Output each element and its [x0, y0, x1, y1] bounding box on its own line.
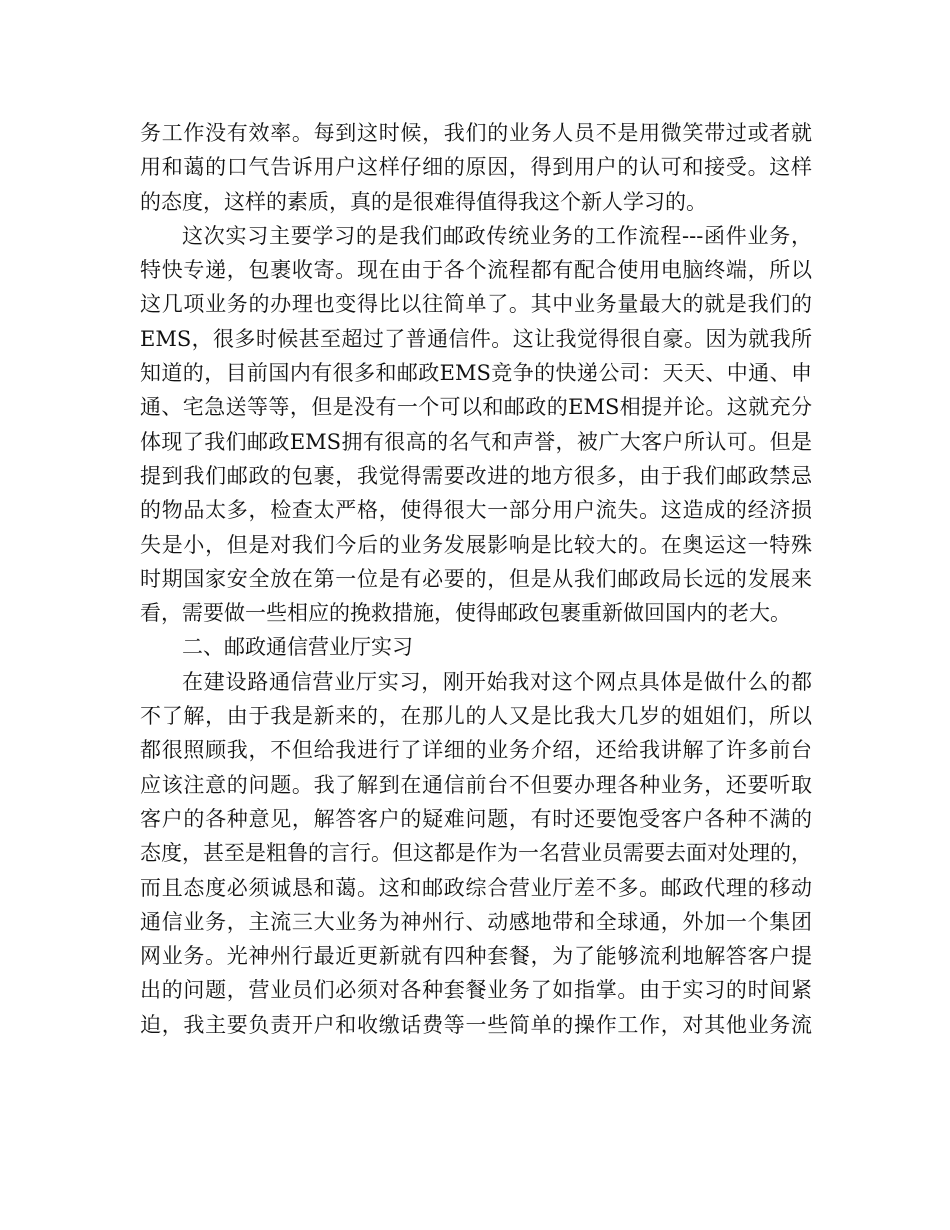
text-line: 出的问题，营业员们必须对各种套餐业务了如指掌。由于实习的时间紧: [140, 978, 812, 1003]
text-line: 特快专递，包裹收寄。现在由于各个流程都有配合使用电脑终端，所以: [140, 258, 812, 283]
text-line: 看，需要做一些相应的挽救措施，使得邮政包裹重新做回国内的老大。: [140, 601, 791, 626]
text-line: 不了解，由于我是新来的，在那儿的人又是比我大几岁的姐姐们，所以: [140, 704, 812, 729]
text-line: 这几项业务的办理也变得比以往简单了。其中业务量最大的就是我们的: [140, 292, 812, 317]
text-line: 态度，甚至是粗鲁的言行。但这都是作为一名营业员需要去面对处理的，: [140, 841, 812, 866]
text-line: 的态度，这样的素质，真的是很难得值得我这个新人学习的。: [140, 189, 707, 214]
text-line: 迫，我主要负责开户和收缴话费等一些简单的操作工作，对其他业务流: [140, 1012, 812, 1037]
text-line: 提到我们邮政的包裹，我觉得需要改进的地方很多，由于我们邮政禁忌: [140, 463, 812, 488]
document-body: [140, 116, 812, 1042]
text-line: 都很照顾我，不但给我进行了详细的业务介绍，还给我讲解了许多前台: [140, 738, 812, 763]
text-line: 网业务。光神州行最近更新就有四种套餐，为了能够流利地解答客户提: [140, 944, 812, 969]
text-line: 务工作没有效率。每到这时候，我们的业务人员不是用微笑带过或者就: [140, 121, 812, 145]
text-line: 客户的各种意见，解答客户的疑难问题，有时还要饱受客户各种不满的: [140, 806, 812, 831]
text-line: 通、宅急送等等，但是没有一个可以和邮政的EMS相提并论。这就充分: [140, 395, 812, 420]
text-line: 知道的，目前国内有很多和邮政EMS竞争的快递公司：天天、中通、申: [140, 361, 812, 386]
text-line: 在建设路通信营业厅实习，刚开始我对这个网点具体是做什么的都: [182, 669, 812, 694]
text-line: 这次实习主要学习的是我们邮政传统业务的工作流程---函件业务，: [182, 223, 812, 248]
text-line: 时期国家安全放在第一位是有必要的，但是从我们邮政局长远的发展来: [140, 566, 812, 591]
text-line: 二、邮政通信营业厅实习: [182, 635, 413, 660]
text-line: 应该注意的问题。我了解到在通信前台不但要办理各种业务，还要听取: [140, 772, 812, 797]
text-line: EMS，很多时候甚至超过了普通信件。这让我觉得很自豪。因为就我所: [140, 326, 812, 351]
text-line: 失是小，但是对我们今后的业务发展影响是比较大的。在奥运这一特殊: [140, 532, 812, 557]
text-line: 通信业务，主流三大业务为神州行、动感地带和全球通，外加一个集团: [140, 909, 812, 934]
text-line: 的物品太多，检查太严格，使得很大一部分用户流失。这造成的经济损: [140, 498, 812, 523]
text-line: 体现了我们邮政EMS拥有很高的名气和声誉，被广大客户所认可。但是: [140, 429, 812, 454]
text-line: 而且态度必须诚恳和蔼。这和邮政综合营业厅差不多。邮政代理的移动: [140, 875, 812, 900]
text-line: 用和蔼的口气告诉用户这样仔细的原因，得到用户的认可和接受。这样: [140, 155, 812, 180]
